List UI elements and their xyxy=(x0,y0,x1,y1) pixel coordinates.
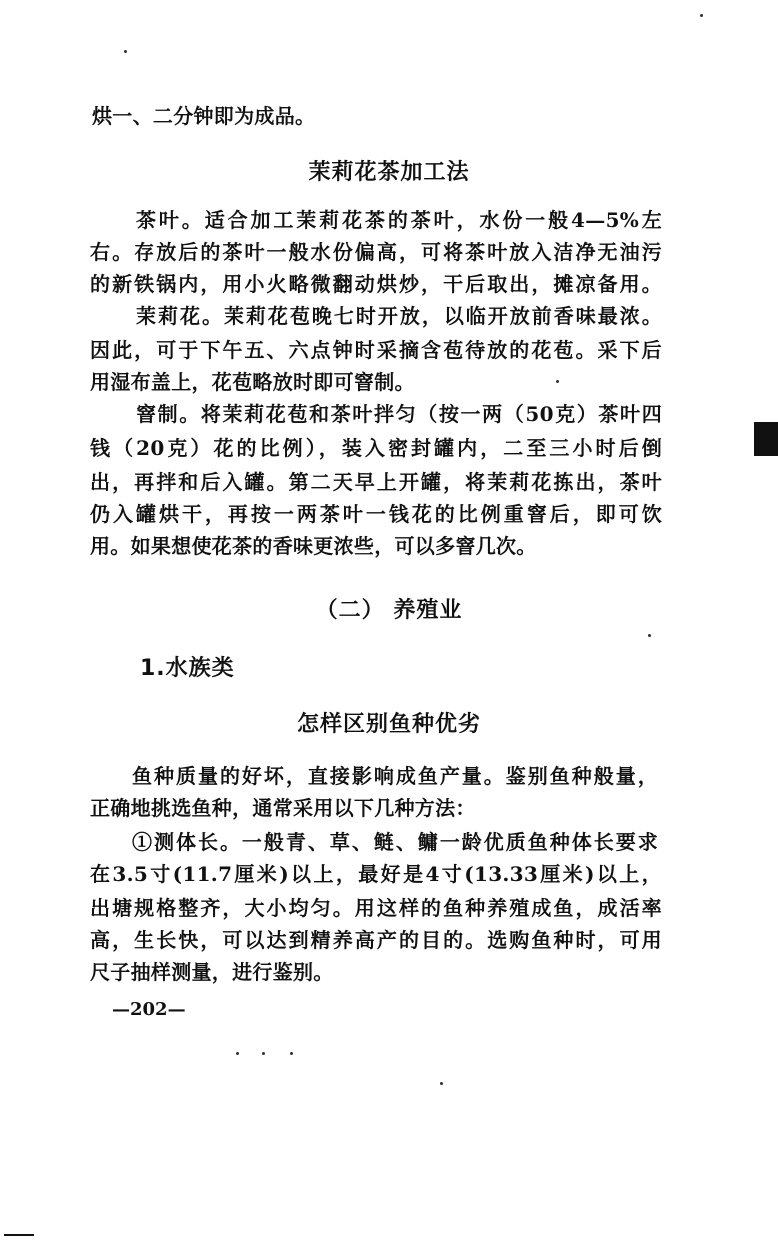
scan-speck xyxy=(440,1082,443,1085)
scan-speck xyxy=(236,1052,239,1055)
paragraph-line: 用湿布盖上，花苞略放时即可窨制。 xyxy=(90,370,415,394)
paragraph-line: 尺子抽样测量，进行鉴别。 xyxy=(90,960,334,984)
paragraph-line: 窨制。将茉莉花苞和茶叶拌匀（按一两（50克）茶叶四 xyxy=(136,402,662,426)
section-title-fish-quality: 怎样区别鱼种优劣 xyxy=(296,712,481,737)
scan-edge-mark xyxy=(754,422,778,456)
paragraph-line: 仍入罐烘干，再按一两茶叶一钱花的比例重窨后，即可饮 xyxy=(90,502,662,526)
paragraph-line: 鱼种质量的好坏，直接影响成鱼产量。鉴别鱼种般量， xyxy=(132,764,658,788)
scan-speck xyxy=(290,1052,293,1055)
paragraph-line: 茉莉花。茉莉花苞晚七时开放，以临开放前香味最浓。 xyxy=(136,304,662,328)
paragraph-line: 钱（20克）花的比例），装入密封罐内，二至三小时后倒 xyxy=(90,436,662,460)
paragraph-line: 出塘规格整齐，大小均匀。用这样的鱼种养殖成鱼，成活率 xyxy=(90,896,662,920)
paragraph-line: 出，再拌和后入罐。第二天早上开罐，将茉莉花拣出，茶叶 xyxy=(90,470,662,494)
paragraph-line: 在3.5寸(11.7厘米)以上，最好是4寸(13.33厘米)以上， xyxy=(90,862,662,886)
paragraph-line: 用。如果想使花茶的香味更浓些，可以多窨几次。 xyxy=(90,534,537,558)
subsection-title-aquatic: 1.水族类 xyxy=(140,656,235,681)
page-number: —202— xyxy=(112,999,186,1020)
paragraph-line: 正确地挑选鱼种，通常采用以下几种方法： xyxy=(90,796,476,820)
paragraph-line: 茶叶。适合加工茉莉花茶的茶叶，水份一般4—5%左 xyxy=(136,208,662,232)
scan-speck xyxy=(556,380,559,383)
paragraph-line: 高，生长快，可以达到精养高产的目的。选购鱼种时，可用 xyxy=(90,928,662,952)
continuation-line: 烘一、二分钟即为成品。 xyxy=(92,104,316,128)
section-title-jasmine-tea: 茉莉花茶加工法 xyxy=(308,160,470,185)
scan-speck xyxy=(648,634,651,637)
scan-corner-line xyxy=(4,1234,34,1236)
scan-speck xyxy=(124,50,127,53)
paragraph-line: 因此，可于下午五、六点钟时采摘含苞待放的花苞。采下后 xyxy=(90,338,662,362)
paragraph-line: 右。存放后的茶叶一般水份偏高，可将茶叶放入洁净无油污 xyxy=(90,240,662,264)
paragraph-line: ①测体长。一般青、草、鲢、鳙一龄优质鱼种体长要求 xyxy=(132,830,658,854)
section-title-aquaculture: （二） 养殖业 xyxy=(315,598,463,623)
scan-speck xyxy=(700,14,703,17)
scan-speck xyxy=(262,1052,265,1055)
paragraph-line: 的新铁锅内，用小火略微翻动烘炒，干后取出，摊凉备用。 xyxy=(90,272,662,296)
